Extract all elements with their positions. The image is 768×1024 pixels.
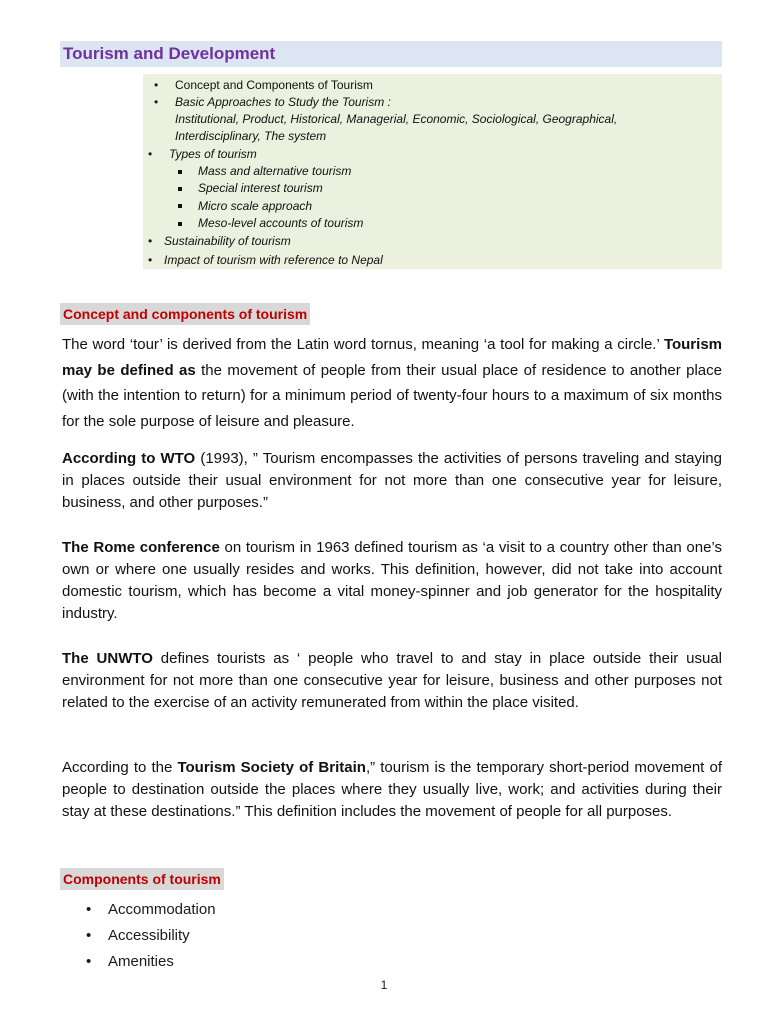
- outline-item-cont: Interdisciplinary, The system: [175, 129, 327, 143]
- paragraph-bold: Tourism may be defined as: [62, 336, 722, 379]
- paragraph-britain: [62, 757, 722, 823]
- paragraph-rome: [62, 537, 722, 625]
- square-bullet-icon: [178, 222, 182, 226]
- paragraph-text: ,” tourism is the temporary short-period movement of people to destination outside the places where they usually live, work; and activities during their stay at these destinations.” This definition includes the movement of people for all purposes.: [62, 759, 722, 820]
- page-number: 1: [380, 978, 388, 992]
- paragraph-text: the movement of people from their usual place of residence to another place (with the intention to return) for a minimum period of twenty-four hours to a maximum of six months for the sole purpose of leisure and pleasure.: [62, 361, 722, 430]
- outline-subitem: Mass and alternative tourism: [198, 164, 352, 178]
- page-title: Tourism and Development: [63, 44, 276, 63]
- bullet-icon: •: [148, 253, 153, 267]
- outline-subitem: Special interest tourism: [198, 181, 323, 195]
- outline-item: Concept and Components of Tourism: [175, 78, 373, 92]
- paragraph-wto: [62, 448, 722, 514]
- paragraph-bold: The UNWTO: [62, 650, 153, 667]
- paragraph-text: The word ‘tour’ is derived from the Latin word tornus, meaning ‘a tool for making a circle.’: [62, 336, 664, 353]
- outline-item: Types of tourism: [169, 147, 257, 161]
- outline-item: Basic Approaches to Study the Tourism :: [175, 95, 391, 109]
- outline-item: Impact of tourism with reference to Nepal: [164, 253, 383, 267]
- title-bar: [60, 41, 722, 67]
- outline-item: Sustainability of tourism: [164, 234, 291, 248]
- list-item: • Amenities: [86, 949, 216, 975]
- paragraph-text: According to the: [62, 759, 178, 776]
- paragraph-text: (1993), ” Tourism encompasses the activities of persons traveling and staying in places outside their usual environment for not more than one consecutive year for leisure, business, and other purposes.”: [62, 450, 722, 511]
- square-bullet-icon: [178, 170, 182, 174]
- paragraph-bold: Tourism Society of Britain: [177, 759, 366, 776]
- bullet-icon: •: [148, 147, 153, 161]
- bullet-icon: •: [148, 234, 153, 248]
- paragraph-bold: The Rome conference: [62, 539, 220, 556]
- bullet-icon: •: [154, 95, 159, 109]
- section-heading-concept: Concept and components of tourism: [60, 303, 310, 325]
- section-heading-components: Components of tourism: [60, 868, 224, 890]
- paragraph-bold: According to WTO: [62, 450, 196, 467]
- paragraph-text: on tourism in 1963 defined tourism as ‘a visit to a country other than one’s own or where one usually resides and works. This definition, however, did not take into account domestic tourism, which has become a vital money-spinner and job generator for the hospitality industry.: [62, 539, 722, 622]
- paragraph-definition: [62, 332, 722, 434]
- outline-subitem: Meso-level accounts of tourism: [198, 216, 364, 230]
- square-bullet-icon: [178, 204, 182, 208]
- bullet-icon: •: [154, 78, 159, 92]
- components-list: [86, 897, 216, 975]
- outline-subitem: Micro scale approach: [198, 199, 313, 213]
- paragraph-text: defines tourists as ‘ people who travel to and stay in place outside their usual environment for not more than one consecutive year for leisure, business and other purposes not related to the exercise of an activity remunerated from within the place visited.: [62, 650, 722, 711]
- outline-item-cont: Institutional, Product, Historical, Managerial, Economic, Sociological, Geographical,: [175, 112, 618, 126]
- list-item: • Accommodation: [86, 897, 216, 923]
- square-bullet-icon: [178, 187, 182, 191]
- paragraph-unwto: [62, 648, 722, 714]
- list-item: • Accessibility: [86, 923, 216, 949]
